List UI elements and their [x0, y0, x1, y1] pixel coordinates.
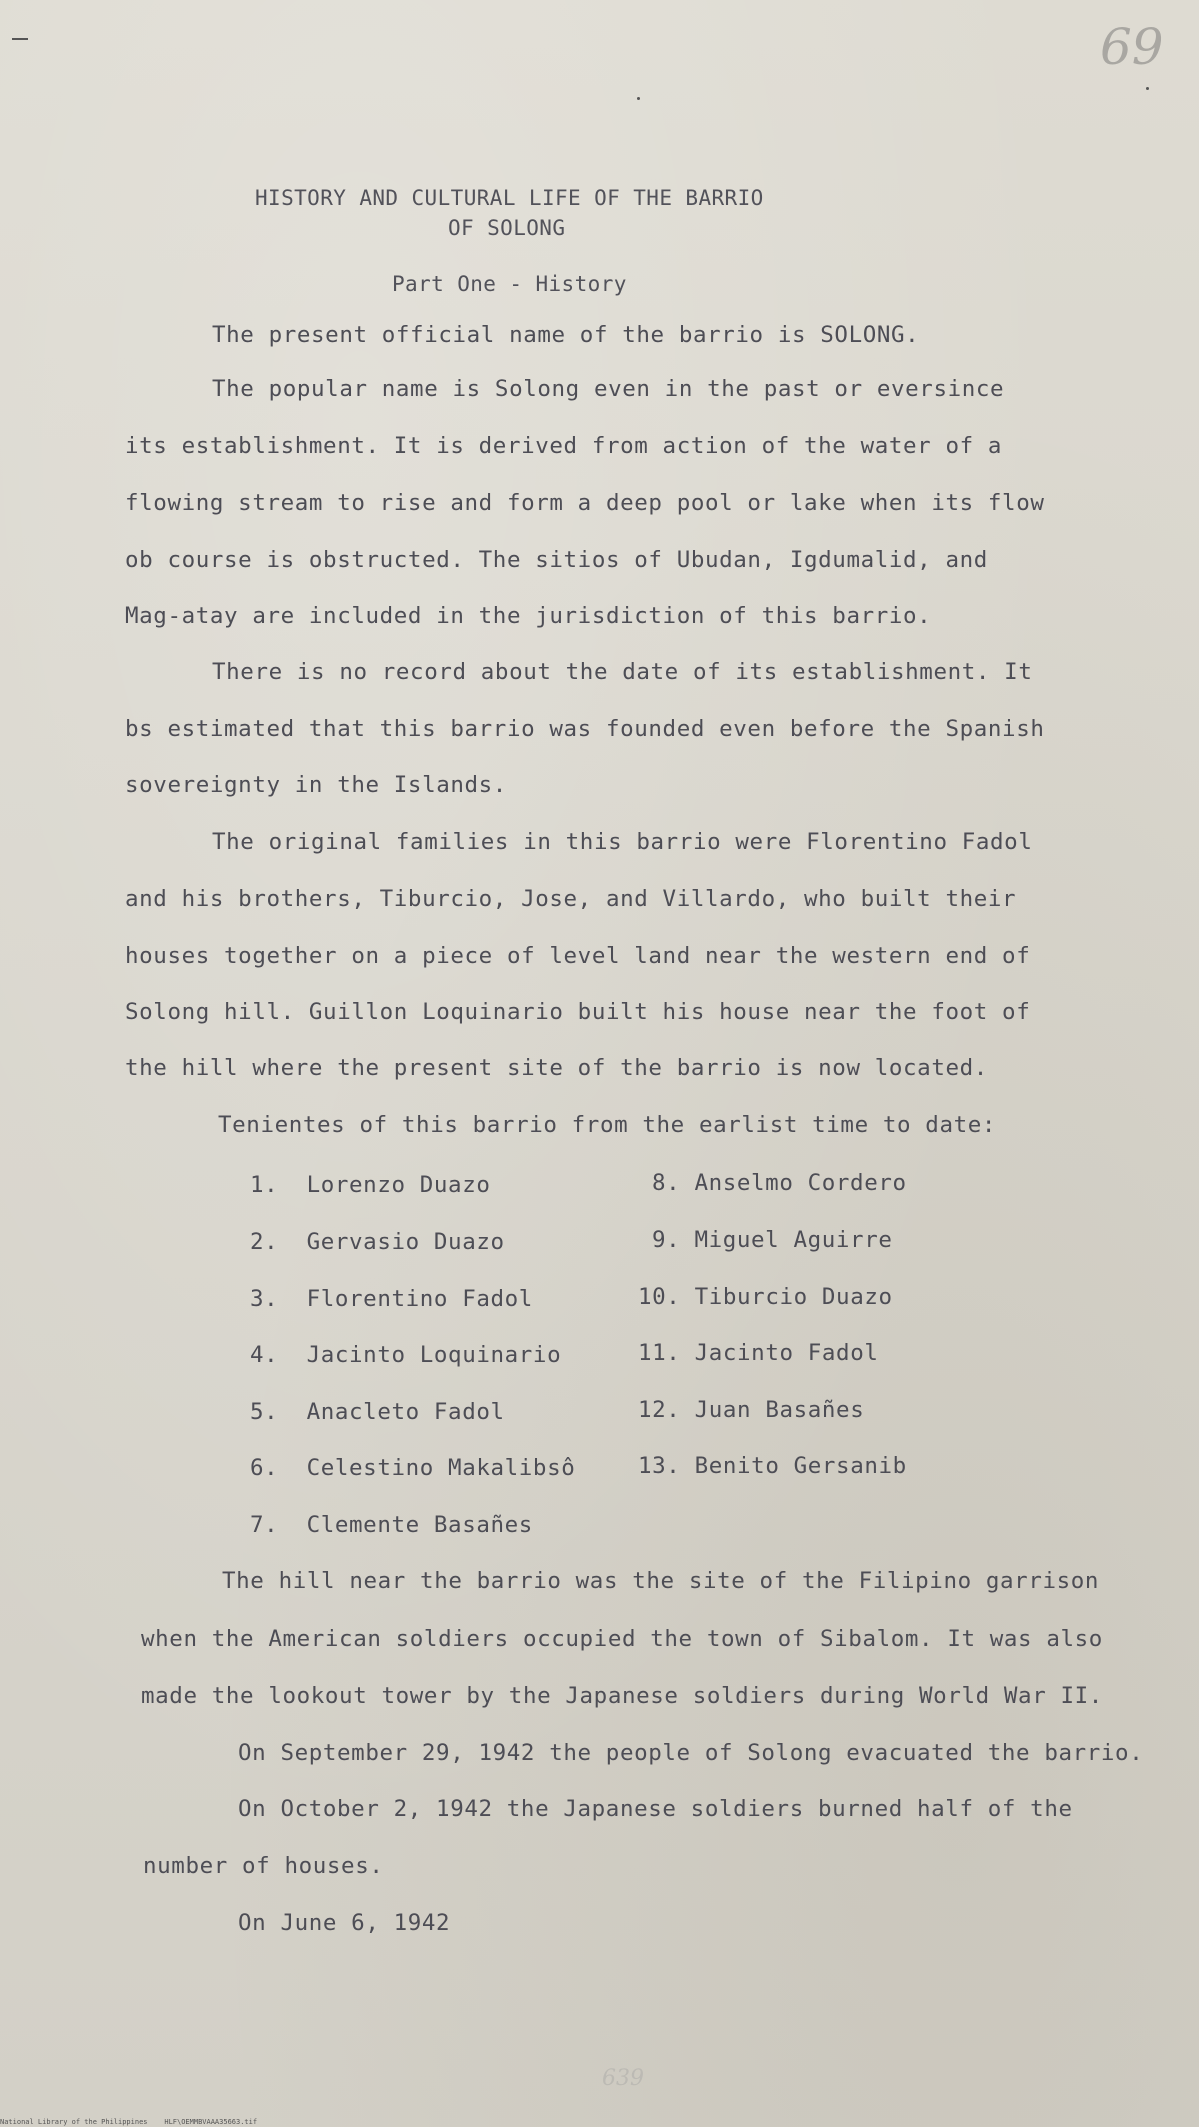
- paragraph-line: On June 6, 1942: [238, 1910, 451, 1936]
- teniente-list-item: 7. Clemente Basañes: [250, 1512, 533, 1538]
- scan-speck: [1146, 87, 1149, 90]
- paragraph-line: The present official name of the barrio is SOLONG.: [212, 322, 920, 348]
- heading-line-2: OF SOLONG: [448, 216, 566, 240]
- scan-footer: National Library of the Philippines HLF\OEMMBVAAA35663.tif: [0, 2118, 258, 2126]
- paragraph-line: There is no record about the date of its establishment. It: [212, 659, 1033, 685]
- paragraph-line: Tenientes of this barrio from the earlist time to date:: [218, 1112, 997, 1138]
- paragraph-line: The hill near the barrio was the site of the Filipino garrison: [222, 1568, 1100, 1594]
- scan-speck: [637, 97, 640, 100]
- paragraph-line: On September 29, 1942 the people of Solong evacuated the barrio.: [238, 1740, 1144, 1766]
- faint-page-number: 639: [602, 2066, 644, 2091]
- teniente-list-item: 8. Anselmo Cordero: [652, 1170, 907, 1196]
- paragraph-line: Solong hill. Guillon Loquinario built his house near the foot of: [125, 999, 1031, 1025]
- paragraph-line: and his brothers, Tiburcio, Jose, and Villardo, who built their: [125, 886, 1017, 912]
- teniente-list-item: 9. Miguel Aguirre: [652, 1227, 893, 1253]
- teniente-list-item: 13. Benito Gersanib: [638, 1453, 907, 1479]
- paragraph-line: ob course is obstructed. The sitios of Ubudan, Igdumalid, and: [125, 547, 988, 573]
- paragraph-line: when the American soldiers occupied the town of Sibalom. It was also: [141, 1626, 1103, 1652]
- section-heading: Part One - History: [392, 272, 627, 296]
- paragraph-line: its establishment. It is derived from action of the water of a: [125, 433, 1003, 459]
- teniente-list-item: 5. Anacleto Fadol: [250, 1399, 505, 1425]
- teniente-list-item: 3. Florentino Fadol: [250, 1286, 533, 1312]
- paragraph-line: number of houses.: [143, 1853, 384, 1879]
- paragraph-line: houses together on a piece of level land near the western end of: [125, 943, 1031, 969]
- heading-line-1: HISTORY AND CULTURAL LIFE OF THE BARRIO: [255, 186, 764, 210]
- paragraph-line: flowing stream to rise and form a deep pool or lake when its flow: [125, 490, 1045, 516]
- teniente-list-item: 4. Jacinto Loquinario: [250, 1342, 562, 1368]
- paragraph-line: made the lookout tower by the Japanese soldiers during World War II.: [141, 1683, 1103, 1709]
- paragraph-line: the hill where the present site of the barrio is now located.: [125, 1055, 988, 1081]
- paragraph-line: On October 2, 1942 the Japanese soldiers burned half of the: [238, 1796, 1073, 1822]
- paragraph-line: Mag-atay are included in the jurisdiction of this barrio.: [125, 603, 932, 629]
- teniente-list-item: 12. Juan Basañes: [638, 1397, 865, 1423]
- paragraph-line: The popular name is Solong even in the past or eversince: [212, 376, 1005, 402]
- scan-speck: [12, 38, 28, 40]
- teniente-list-item: 6. Celestino Makalibsô: [250, 1455, 576, 1481]
- teniente-list-item: 1. Lorenzo Duazo: [250, 1172, 491, 1198]
- teniente-list-item: 10. Tiburcio Duazo: [638, 1284, 893, 1310]
- handwritten-page-number: 69: [1100, 18, 1164, 76]
- paragraph-line: sovereignty in the Islands.: [125, 772, 507, 798]
- paragraph-line: The original families in this barrio were Florentino Fadol: [212, 829, 1033, 855]
- paragraph-line: bs estimated that this barrio was founded even before the Spanish: [125, 716, 1045, 742]
- teniente-list-item: 2. Gervasio Duazo: [250, 1229, 505, 1255]
- teniente-list-item: 11. Jacinto Fadol: [638, 1340, 879, 1366]
